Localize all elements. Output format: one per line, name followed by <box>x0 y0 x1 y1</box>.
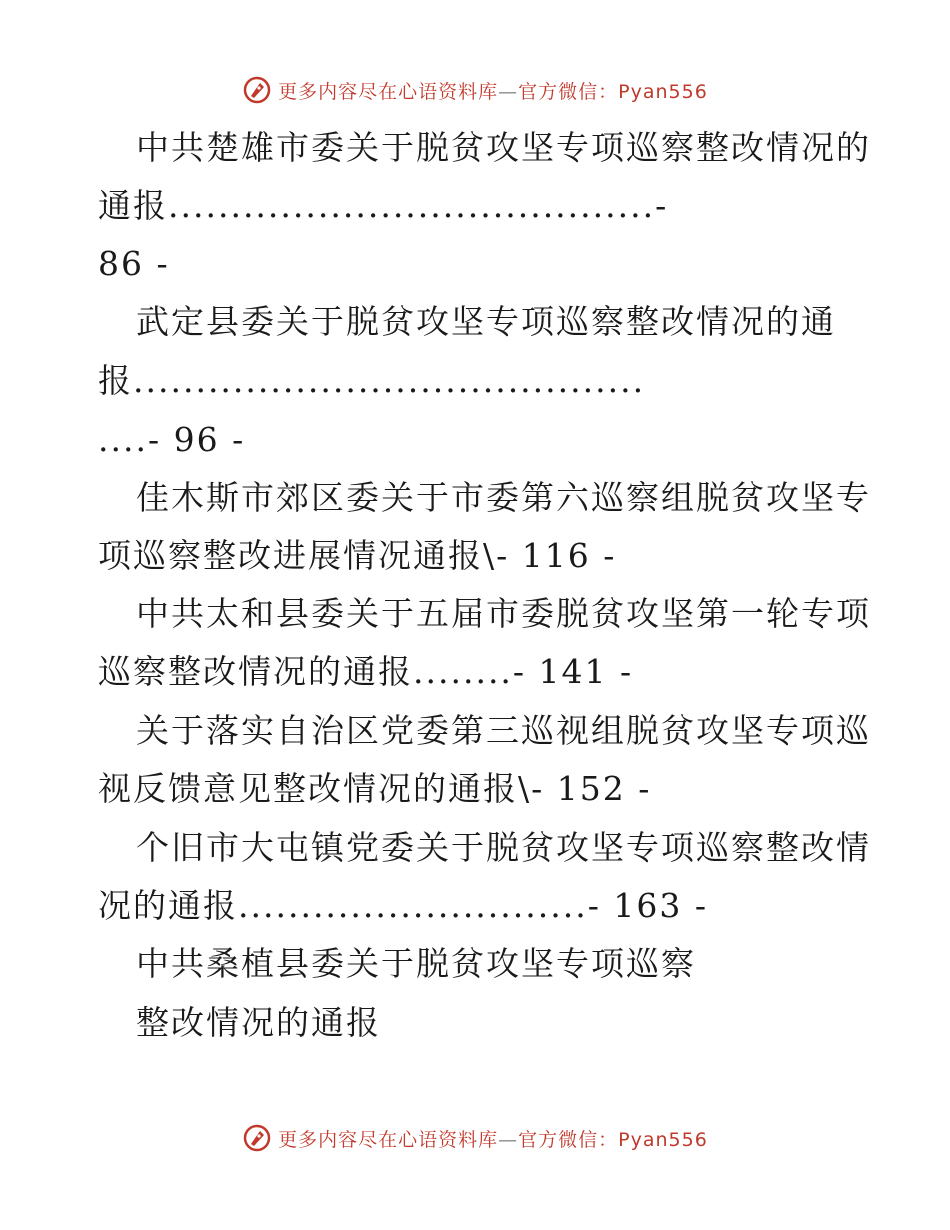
footer-watermark <box>0 1118 950 1158</box>
toc-entry-continuation: 报......................................... <box>98 361 646 400</box>
toc-entry-continuation: 视反馈意见整改情况的通报\- 152 - <box>98 769 652 808</box>
pen-nib-circle-icon <box>242 1123 272 1153</box>
watermark-text: 更多内容尽在心语资料库—官方微信：Pyan556 <box>278 1128 708 1151</box>
toc-entry-title: 中共楚雄市委关于脱贫攻坚专项巡察整改情况的 <box>136 128 871 167</box>
toc-entry-title: 佳木斯市郊区委关于市委第六巡察组脱贫攻坚专 <box>136 478 871 517</box>
toc-entry-continuation: 巡察整改情况的通报........- 141 - <box>98 652 634 691</box>
header-watermark <box>0 70 950 110</box>
toc-entry-title: 武定县委关于脱贫攻坚专项巡察整改情况的通 <box>136 302 836 341</box>
toc-entry-title: 整改情况的通报 <box>136 1003 381 1042</box>
watermark-text: 更多内容尽在心语资料库—官方微信：Pyan556 <box>278 80 708 103</box>
toc-entry-title: 中共太和县委关于五届市委脱贫攻坚第一轮专项 <box>136 594 871 633</box>
toc-entry-title: 关于落实自治区党委第三巡视组脱贫攻坚专项巡 <box>136 711 871 750</box>
toc-entry-continuation: 况的通报............................- 163 - <box>98 886 708 925</box>
toc-entry-page: 86 - <box>98 244 170 283</box>
toc-entry-title: 个旧市大屯镇党委关于脱贫攻坚专项巡察整改情 <box>136 828 871 867</box>
pen-nib-circle-icon <box>242 75 272 105</box>
toc-entry-page: ....- 96 - <box>98 420 246 459</box>
toc-entry-title: 中共桑植县委关于脱贫攻坚专项巡察 <box>136 944 696 983</box>
toc-entry-continuation: 通报.......................................- <box>98 186 669 225</box>
toc-entry-continuation: 项巡察整改进展情况通报\- 116 - <box>98 536 617 575</box>
